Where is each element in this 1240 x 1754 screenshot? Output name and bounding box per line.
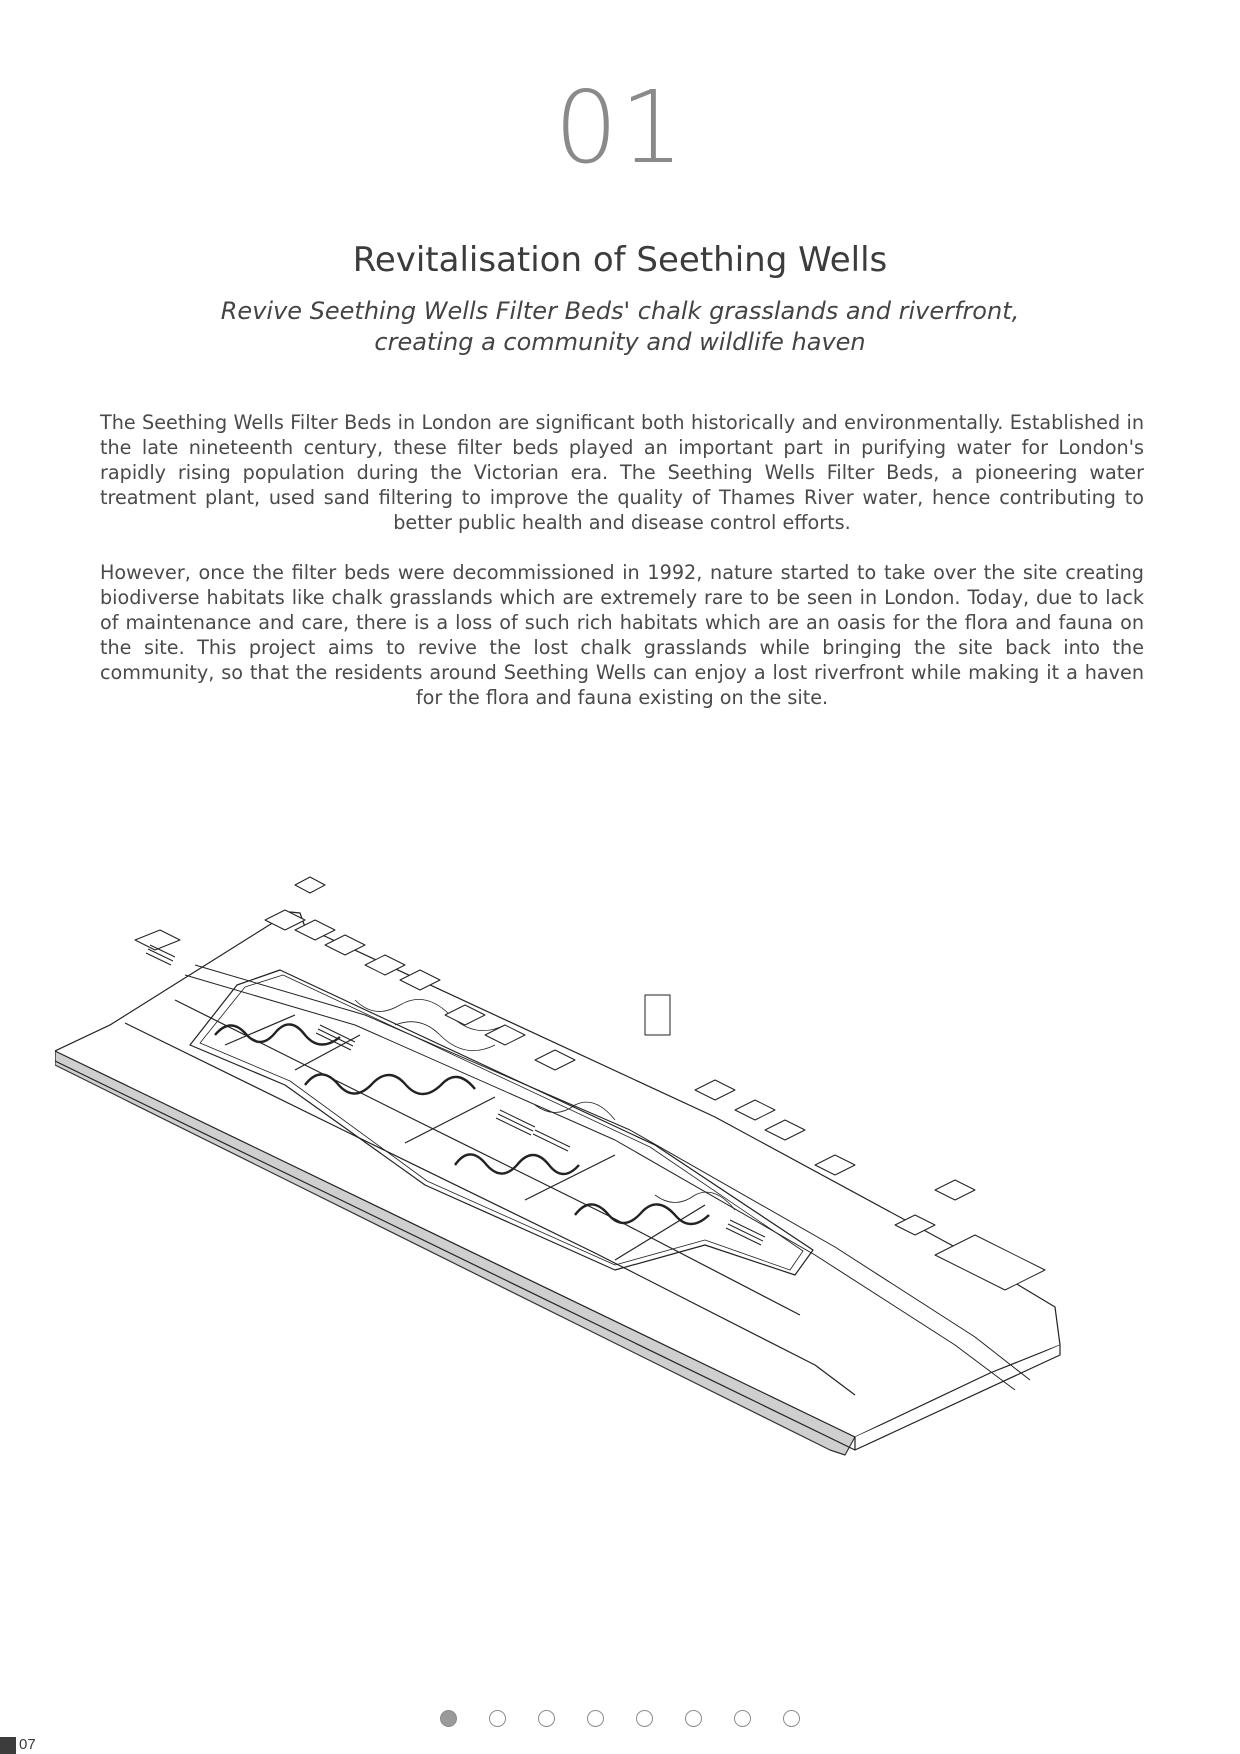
page-dot-3[interactable] xyxy=(538,1710,555,1727)
page-subtitle: Revive Seething Wells Filter Beds' chalk grasslands and riverfront, creating a community and wildlife haven xyxy=(220,297,1020,356)
page-dot-2[interactable] xyxy=(489,1710,506,1727)
pagination-dots xyxy=(0,1710,1240,1727)
page-number: 07 xyxy=(19,1736,36,1753)
chapter-number: 01 xyxy=(554,69,686,186)
site-platform xyxy=(55,912,1060,1437)
project-paragraph: However, once the filter beds were decommissioned in 1992, nature started to take over the site creating biodiverse habitats like chalk grasslands which are extremely rare to be seen in London. Today, due to lack of maintenance and care, there is a loss of such rich habitats which are an oasis for the flora and fauna on the site. This project aims to revive the lost chalk grasslands while bringing the site back into the community, so that the residents around Seething Wells can enjoy a lost riverfront while making it a haven for the flora and fauna existing on the site. xyxy=(100,561,1144,709)
page-title: Revitalisation of Seething Wells xyxy=(352,240,888,280)
page-dot-4[interactable] xyxy=(587,1710,604,1727)
page-dot-7[interactable] xyxy=(734,1710,751,1727)
page-dot-6[interactable] xyxy=(685,1710,702,1727)
page-dot-5[interactable] xyxy=(636,1710,653,1727)
page-dot-8[interactable] xyxy=(783,1710,800,1727)
page-number-marker xyxy=(0,1737,16,1754)
axonometric-site-drawing xyxy=(55,875,1195,1565)
page-dot-1[interactable] xyxy=(440,1710,457,1727)
intro-paragraph: The Seething Wells Filter Beds in London are significant both historically and environmentally. Established in the late nineteenth century, these filter beds played an important part in purifying water for London's rapidly rising population during the Victorian era. The Seething Wells Filter Beds, a pioneering water treatment plant, used sand filtering to improve the quality of Thames River water, hence contributing to better public health and disease control efforts. xyxy=(100,411,1144,534)
